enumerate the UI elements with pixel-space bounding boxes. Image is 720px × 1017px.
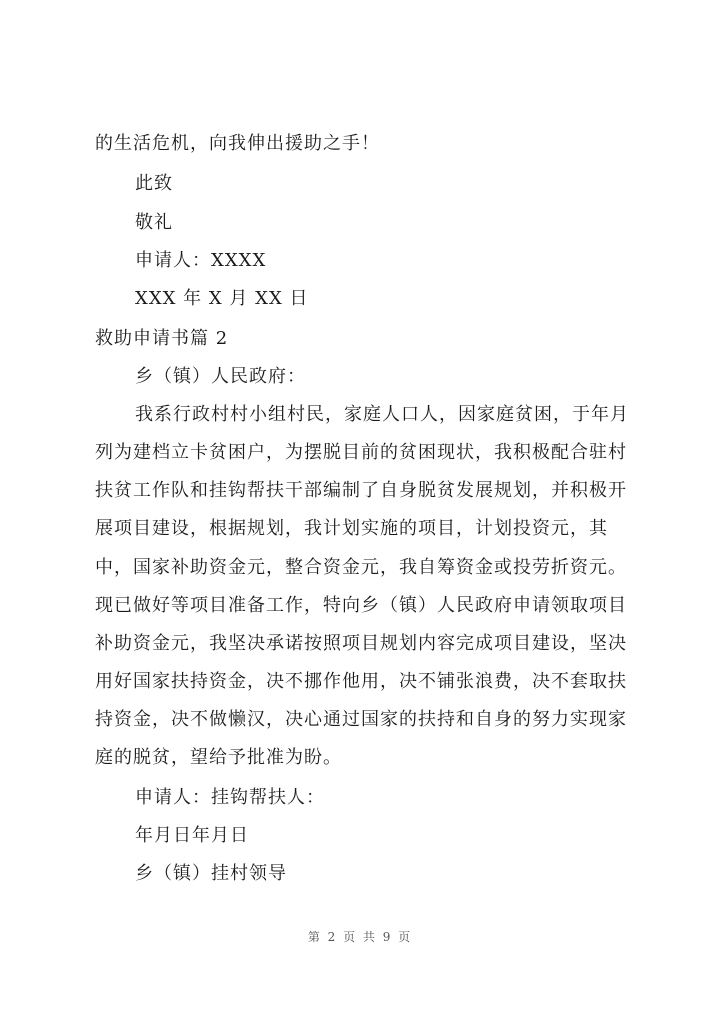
signature-labels: 申请人：挂钩帮扶人： (135, 787, 325, 808)
village-leader-label: 乡（镇）挂村领导 (135, 863, 287, 884)
paragraph-line: 列为建档立卡贫困户，为摆脱目前的贫困现状，我积极配合驻村 (95, 442, 627, 463)
signature-date: XXX 年 X 月 XX 日 (135, 288, 309, 309)
letter-addressee: 乡（镇）人民政府： (135, 366, 306, 387)
paragraph-line: 中，国家补助资金元，整合资金元，我自筹资金或投劳折资元。 (95, 557, 627, 578)
text-line: 的生活危机，向我伸出援助之手！ (95, 133, 380, 154)
signature-dates: 年月日年月日 (135, 825, 249, 846)
applicant-signature: 申请人：XXXX (135, 250, 267, 271)
paragraph-line: 扶贫工作队和挂钩帮扶干部编制了自身脱贫发展规划，并积极开 (95, 480, 627, 501)
section-heading: 救助申请书篇 2 (95, 328, 229, 349)
paragraph-line: 我系行政村村小组村民，家庭人口人，因家庭贫困，于年月 (135, 404, 629, 425)
paragraph-line: 现已做好等项目准备工作，特向乡（镇）人民政府申请领取项目 (95, 595, 627, 616)
paragraph-line: 展项目建设，根据规划，我计划实施的项目，计划投资元，其 (95, 518, 608, 539)
paragraph-line: 补助资金元，我坚决承诺按照项目规划内容完成项目建设，坚决 (95, 633, 627, 654)
paragraph-line: 用好国家扶持资金，决不挪作他用，决不铺张浪费，决不套取扶 (95, 671, 627, 692)
closing-respect: 敬礼 (135, 212, 173, 233)
closing-salutation: 此致 (135, 173, 173, 194)
page-number-footer: 第 2 页 共 9 页 (307, 930, 413, 944)
paragraph-line: 持资金，决不做懒汉，决心通过国家的扶持和自身的努力实现家 (95, 709, 627, 730)
paragraph-line: 庭的脱贫，望给予批准为盼。 (95, 747, 342, 768)
